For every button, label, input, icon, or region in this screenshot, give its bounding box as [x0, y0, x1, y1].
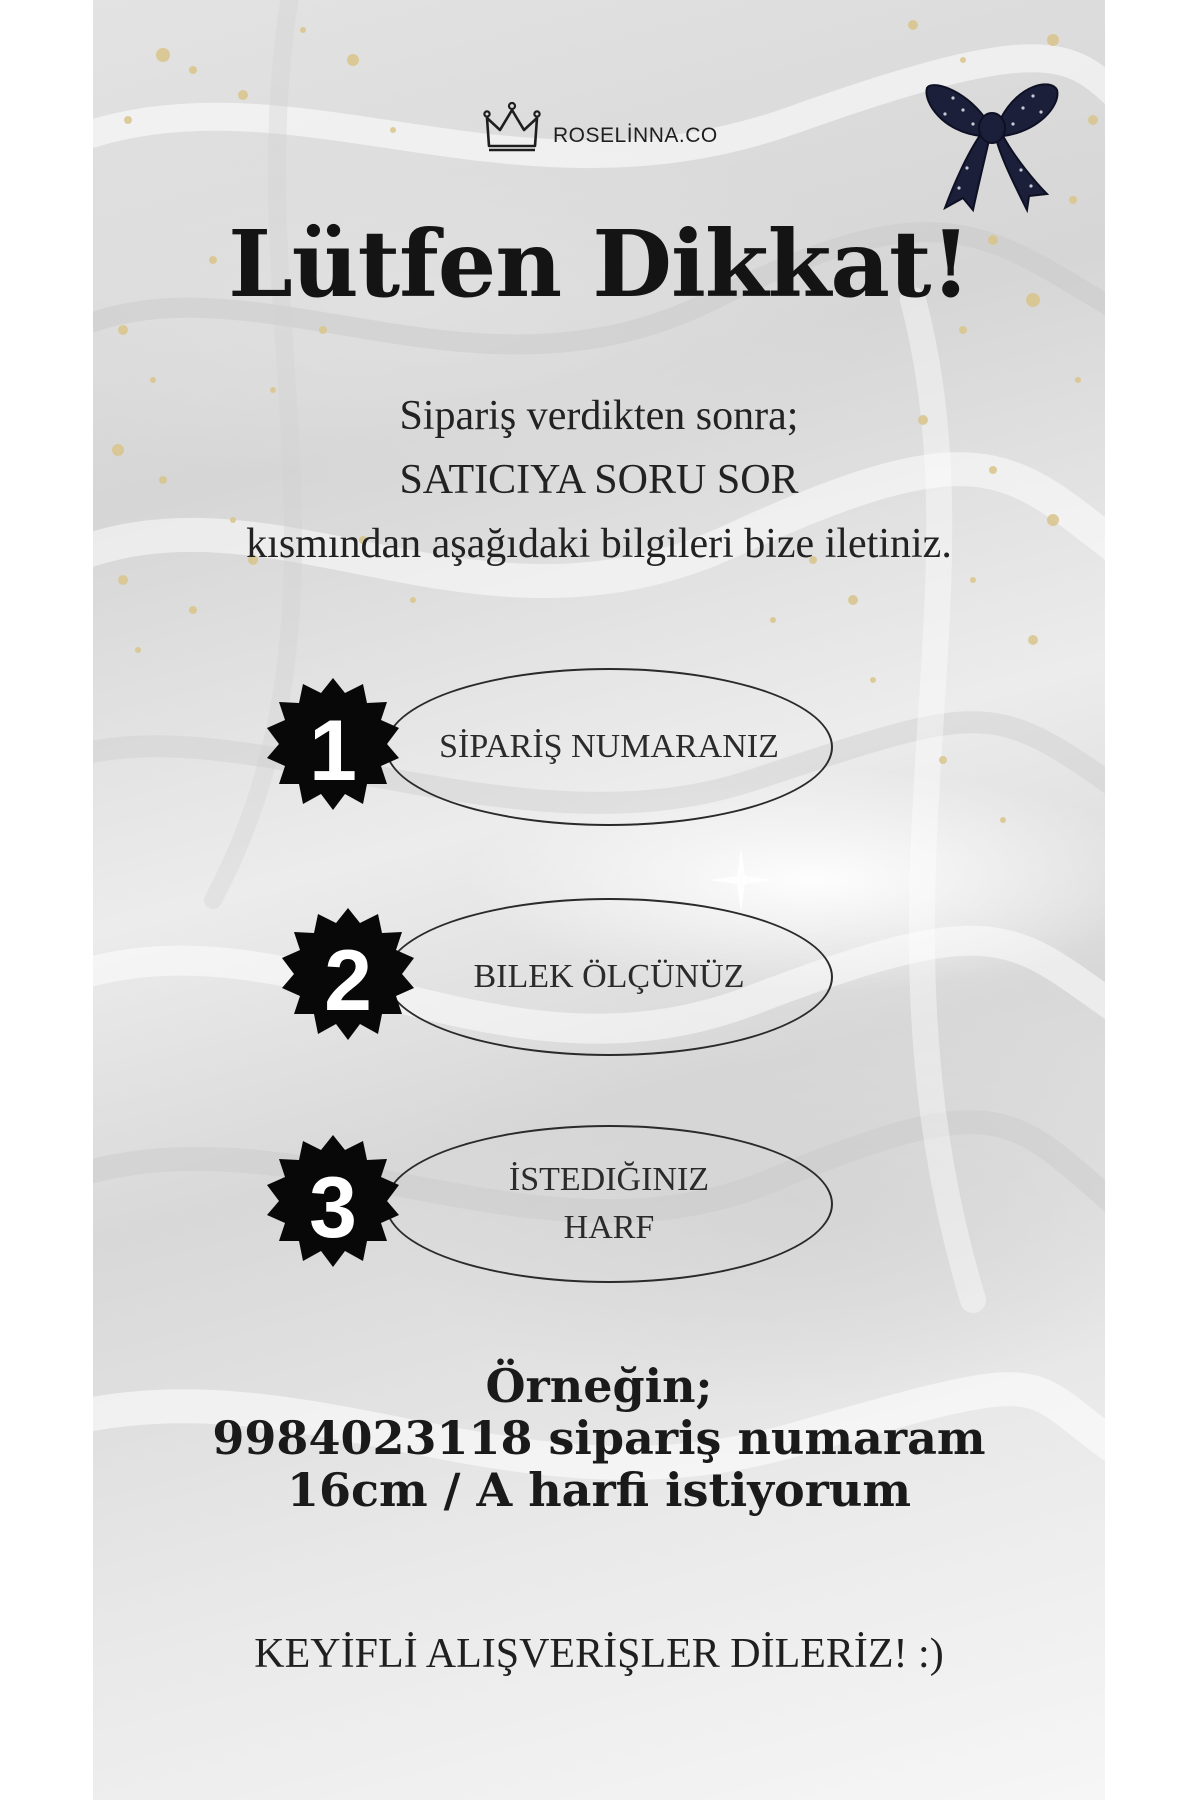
step-1: [93, 668, 1105, 838]
step-label: BILEK ÖLÇÜNÜZ: [473, 958, 745, 995]
intro-line-3: kısmından aşağıdaki bilgileri bize iletiniz.: [246, 521, 952, 567]
example-line-3: 16cm / A harfi istiyorum: [286, 1463, 912, 1517]
crown-icon: [483, 100, 541, 154]
example-line-1: Örneğin;: [485, 1359, 713, 1413]
step-label: SİPARİŞ NUMARANIZ: [439, 728, 779, 765]
number-badge-3: [263, 1135, 403, 1275]
number-badge-1: [263, 678, 403, 818]
step-3: [93, 1125, 1105, 1295]
number-badge-2: [278, 908, 418, 1048]
step-label: İSTEDIĞINIZ HARF: [508, 1161, 710, 1246]
page-title: Lütfen Dikkat!: [228, 210, 970, 318]
example-text: [93, 1360, 1105, 1516]
intro-text: [93, 384, 1105, 576]
brand-name: ROSELİNNA.CO: [553, 124, 718, 147]
bow-icon: [923, 78, 1063, 213]
badge-number: 1: [309, 703, 357, 799]
intro-line-2: SATICIYA SORU SOR: [399, 457, 799, 503]
intro-line-1: Sipariş verdikten sonra;: [399, 393, 799, 439]
poster-panel: [93, 0, 1105, 1800]
step-2: [93, 898, 1105, 1068]
brand-logo: [483, 100, 743, 154]
example-line-2: 9984023118 sipariş numaram: [212, 1411, 986, 1465]
badge-number: 3: [309, 1160, 357, 1256]
footer-message: KEYİFLİ ALIŞVERİŞLER DİLERİZ! :): [254, 1631, 944, 1677]
badge-number: 2: [324, 933, 372, 1029]
